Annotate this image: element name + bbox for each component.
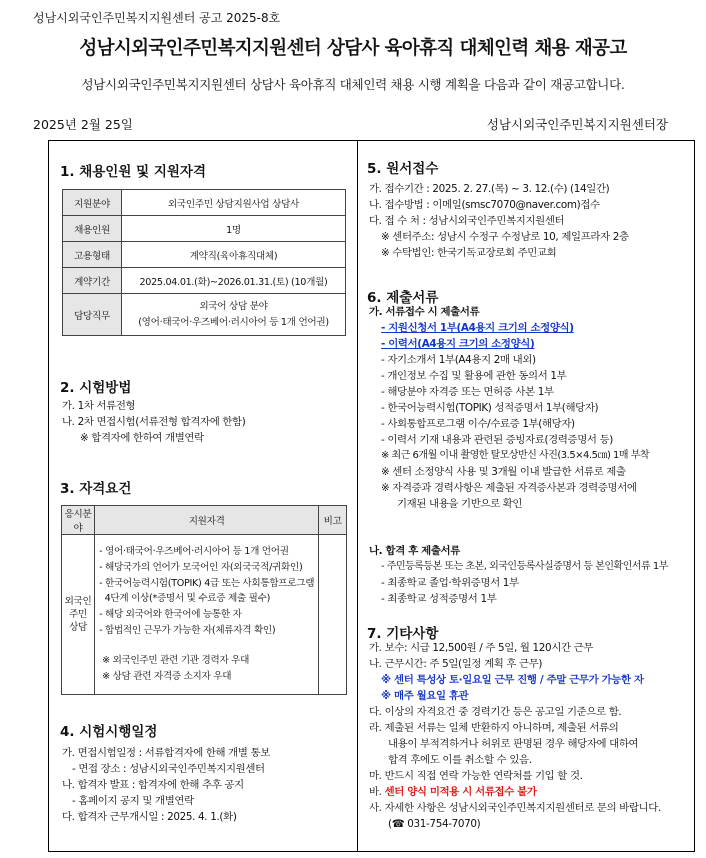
row-value: 계약직(육아휴직대체) [122, 242, 346, 268]
column-header: 응시분야 [62, 506, 95, 535]
text-line: ※ 최근 6개월 이내 촬영한 탈모상반신 사진(3.5×4.5㎝) 1매 부착 [381, 450, 650, 461]
text-line: ※ 센터주소: 성남시 수정구 수정남로 10, 제일프라자 2층 [381, 231, 629, 243]
text-line: ※ 자격증과 경력사항은 제출된 자격증사본과 경력증명서에 [381, 482, 637, 494]
subheading: 가. 서류접수 시 제출서류 [369, 306, 480, 318]
section-4-body [62, 745, 270, 825]
notice-weekend: ※ 센터 특성상 토·일요일 근무 진행 / 주말 근무가 가능한 자 [381, 674, 644, 686]
section-4-heading: 4. 시험시행일정 [60, 724, 158, 740]
red-notice-text: 센터 양식 미적용 시 서류접수 불가 [384, 786, 537, 798]
field-name: 외국인주민 [64, 596, 92, 620]
section-1-heading: 1. 채용인원 및 지원자격 [60, 164, 206, 180]
text-line: 기재된 내용을 기반으로 확인 [397, 498, 523, 510]
text-line: 가. 보수: 시급 12,500원 / 주 5일, 월 120시간 근무 [369, 642, 594, 654]
list-item: ※ 외국인주민 관련 기관 경력자 우대 [102, 655, 250, 667]
section-5-heading: 5. 원서접수 [367, 161, 439, 177]
text-line: 라. 제출된 서류는 일체 반환하지 아니하며, 제출된 서류의 [369, 722, 619, 734]
text-line: ※ 센터 소정양식 사용 및 3개월 이내 발급한 서류로 제출 [381, 466, 626, 478]
subheading: 나. 합격 후 제출서류 [369, 545, 460, 557]
page-title: 성남시외국인주민복지지원센터 상담사 육아휴직 대체인력 채용 재공고 [79, 38, 627, 59]
row-label: 담당직무 [63, 294, 122, 336]
text-line: - 주민등록등본 또는 초본, 외국인등록사실증명서 등 본인확인서류 1부 [381, 561, 668, 572]
column-divider [357, 141, 358, 851]
row-value: 외국어 상담 분야 [199, 300, 268, 312]
text-line: - 홈페이지 공지 및 개별연락 [72, 795, 194, 807]
row-label: 채용인원 [63, 216, 122, 242]
red-notice-prefix: 바. [369, 786, 385, 798]
text-line: 가. 1차 서류전형 [62, 400, 136, 412]
field-name: 상담 [69, 622, 87, 633]
field-cell [62, 535, 95, 695]
row-value: 1명 [122, 216, 346, 242]
application-form-link[interactable]: - 지원신청서 1부(A4용지 크기의 소정양식) [381, 322, 574, 334]
row-value-detail: (영어·태국어·우즈베어·러시아어 등 1개 언어권) [138, 316, 329, 328]
column-header: 지원자격 [95, 506, 319, 535]
section-6-heading: 6. 제출서류 [367, 290, 439, 306]
text-line: 나. 접수방법 : 이메일(smsc7070@naver.com)접수 [369, 199, 600, 211]
text-line: ※ 수탁법인: 한국기독교장로회 주민교회 [381, 247, 557, 259]
text-line: 다. 접 수 처 : 성남시외국인주민복지지원센터 [369, 215, 565, 227]
text-line: - 자기소개서 1부(A4용지 2매 내외) [381, 354, 536, 366]
text-line: - 최종학교 성적증명서 1부 [381, 593, 497, 605]
text-line: 가. 면접시험일정 : 서류합격자에 한해 개별 통보 [62, 747, 270, 759]
list-item [99, 638, 314, 653]
section-3-heading: 3. 자격요건 [60, 481, 132, 497]
text-line: 나. 합격자 발표 : 합격자에 한해 추후 공지 [62, 779, 244, 791]
text-line: 나. 2차 면접시험(서류전형 합격자에 한함) [62, 416, 246, 428]
resume-form-link[interactable]: - 이력서(A4용지 크기의 소정양식) [381, 338, 535, 350]
row-value: 외국인주민 상담지원사업 상담사 [122, 190, 346, 216]
text-line: 나. 근무시간: 주 5일(일정 계획 후 근무) [369, 658, 543, 670]
text-line: 가. 접수기간 : 2025. 2. 27.(목) ~ 3. 12.(수) (14일간) [369, 183, 610, 195]
list-item: - 영어·태국어·우즈베어·러시아어 등 1개 언어권 [99, 546, 289, 558]
text-line: 다. 이상의 자격요건 중 경력기간 등은 공고일 기준으로 함. [369, 706, 622, 718]
text-line: 합격 후에도 이를 취소할 수 있음. [388, 754, 532, 766]
row-label: 계약기간 [63, 268, 122, 294]
column-header: 비고 [319, 506, 347, 535]
section-7-heading: 7. 기타사항 [367, 626, 439, 642]
note-cell [319, 535, 347, 695]
list-item: - 해당 외국어와 한국어에 능통한 자 [99, 609, 242, 620]
contact-phone: (☎ 031-754-7070) [388, 818, 481, 830]
row-label: 지원분야 [63, 190, 122, 216]
text-line: 마. 반드시 직접 연락 가능한 연락처를 기입 할 것. [369, 770, 583, 782]
recruitment-table [62, 189, 346, 336]
row-label: 고용형태 [63, 242, 122, 268]
list-item: ※ 상담 관련 자격증 소지자 우대 [102, 671, 232, 683]
text-line: - 사회통합프로그램 이수/수료증 1부(해당자) [381, 418, 575, 430]
row-value: 2025.04.01.(화)~2026.01.31.(토) (10개월) [122, 268, 346, 294]
text-line: - 해당분야 자격증 또는 면허증 사본 1부 [381, 386, 554, 398]
issuer-name: 성남시외국인주민복지지원센터장 [486, 117, 668, 132]
red-notice [369, 784, 661, 800]
section-5-body [369, 181, 629, 261]
notice-closed: ※ 매주 월요일 휴관 [381, 690, 469, 702]
notice-number: 성남시외국인주민복지지원센터 공고 2025-8호 [33, 11, 281, 25]
row-value-cell [122, 294, 346, 336]
section-6-body [369, 304, 649, 512]
section-2-heading: 2. 시험방법 [60, 380, 132, 396]
list-item: 4단계 이상(*증명서 및 수료증 제출 필수) [99, 593, 271, 605]
intro-text: 성남시외국인주민복지지원센터 상담사 육아휴직 대체인력 채용 시행 계획을 다음과 같이 재공고합니다. [81, 77, 625, 92]
qualification-table [61, 505, 347, 695]
text-line: - 최종학교 졸업·학위증명서 1부 [381, 577, 519, 589]
text-line: - 개인정보 수집 및 활용에 관한 동의서 1부 [381, 370, 567, 382]
list-item: - 합법적인 근무가 가능한 자(체류자격 확인) [99, 624, 276, 636]
section-6-after-body [369, 543, 668, 607]
text-line: 사. 자세한 사항은 성남시외국인주민복지지원센터로 문의 바랍니다. [369, 802, 661, 814]
announcement-date: 2025년 2월 25일 [33, 117, 133, 132]
text-line: - 이력서 기재 내용과 관련된 증빙자료(경력증명서 등) [381, 434, 613, 446]
section-2-body [62, 398, 245, 446]
qualification-list [95, 535, 319, 695]
text-line: - 한국어능력시험(TOPIK) 성적증명서 1부(해당자) [381, 402, 599, 414]
section-7-body [369, 640, 661, 832]
list-item: - 한국어능력시험(TOPIK) 4급 또는 사회통합프로그램 [99, 577, 315, 589]
text-line: 내용이 부적격하거나 허위로 판명된 경우 해당자에 대하여 [388, 738, 639, 750]
list-item: - 해당국가의 언어가 모국어인 자(외국국적/귀화인) [99, 561, 303, 573]
text-line: - 면접 장소 : 성남시외국인주민복지지원센터 [72, 763, 265, 775]
text-line: ※ 합격자에 한하여 개별연락 [80, 432, 204, 444]
text-line: 다. 합격자 근무개시일 : 2025. 4. 1.(화) [62, 811, 237, 823]
